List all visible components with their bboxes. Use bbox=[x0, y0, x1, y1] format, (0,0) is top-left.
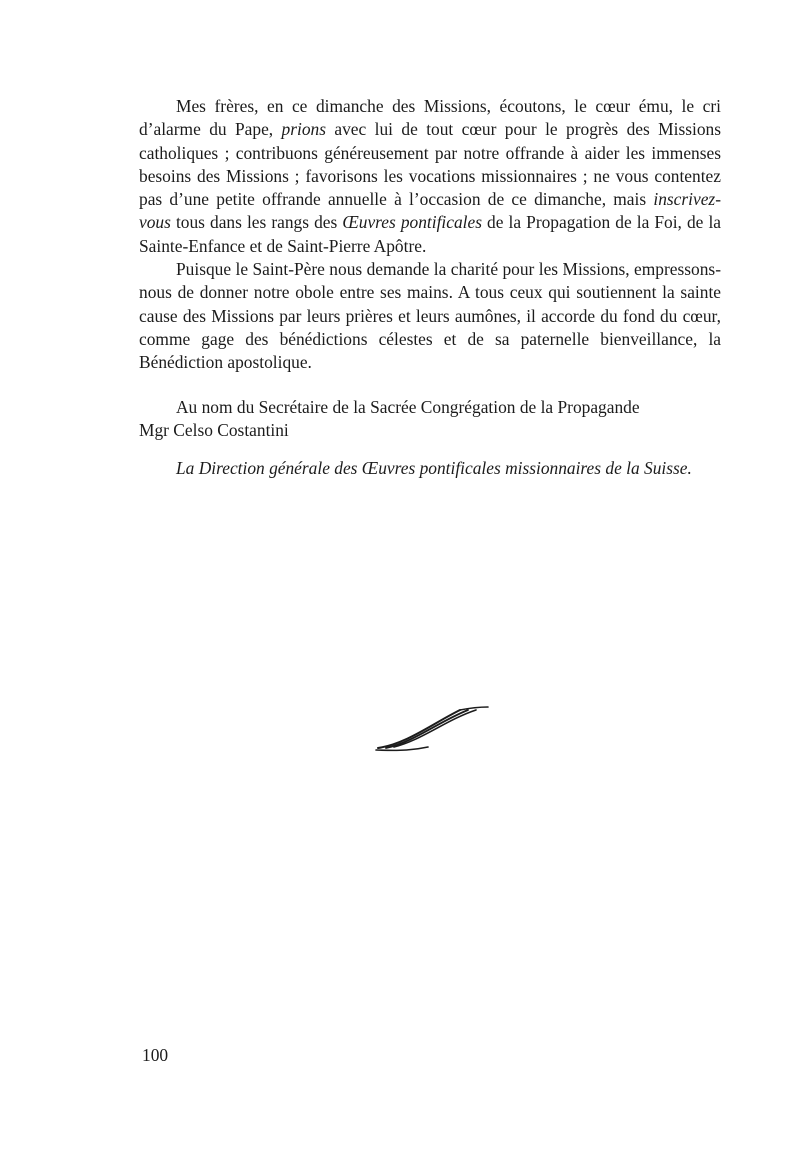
paragraph-appeal-text-4: de la Propagation de la Foi, de la Sainte-Enfance et de Saint-Pierre Apôtre. bbox=[139, 212, 721, 256]
paragraph-blessing: Puisque le Saint-Père nous demande la charité pour les Missions, empressons-nous de donner notre obole entre ses mains. A tous ceux qui soutiennent la sainte cause des Missions par leurs prières et leurs aumônes, il accorde du fond du cœur, comme gage des bénédictions célestes et de sa paternelle bienveillance, la Bénédiction apostolique. bbox=[139, 259, 721, 373]
flourish-ornament-icon bbox=[372, 704, 490, 754]
paragraph-appeal-text-2: avec lui de tout cœur pour le progrès des Missions catholiques ; contribuons généreusement par notre offrande à aider les immenses besoins des Missions ; favorisons les vocations missionnaires ; ne vous contentez pas d’une petite offrande annuelle à l’occasion de ce dimanche, mais bbox=[139, 119, 721, 210]
paragraph-appeal-italic-prions: prions bbox=[281, 119, 326, 140]
paragraph-appeal-text-1: Mes frères, en ce dimanche des Missions, écoutons, le cœur ému, le cri d’alarme du Pape, bbox=[139, 96, 721, 140]
paragraph-appeal-italic-oeuvres: Œuvres pontificales bbox=[342, 212, 482, 233]
paragraph-appeal-text-3: tous dans les rangs des bbox=[170, 212, 343, 233]
page-number: 100 bbox=[142, 1045, 169, 1065]
signature-name: Mgr Celso Costantini bbox=[139, 419, 289, 440]
paragraph-appeal-italic-inscrivez: inscrivez-vous bbox=[139, 189, 721, 233]
signature-line: Au nom du Secrétaire de la Sacrée Congrégation de la Propagande bbox=[176, 396, 640, 417]
direction-signature: La Direction générale des Œuvres pontificales missionnaires de la Suisse. bbox=[176, 458, 692, 479]
body-text bbox=[139, 95, 721, 480]
paragraph-appeal bbox=[139, 95, 721, 258]
